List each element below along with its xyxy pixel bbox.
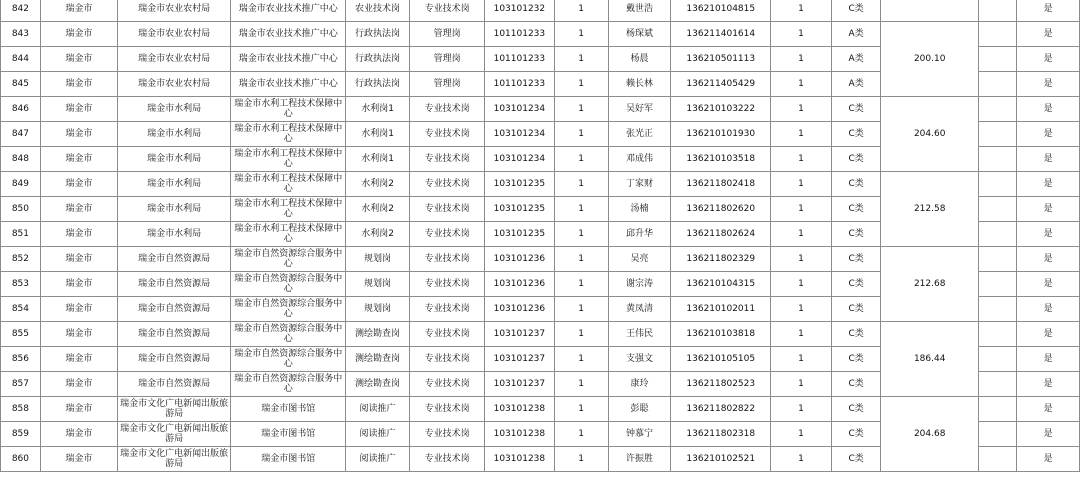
post-name-cell: 规划岗 (345, 247, 409, 272)
post-code-cell: 103101238 (485, 422, 554, 447)
post-type-cell: 专业技术岗 (410, 197, 485, 222)
count-cell: 1 (771, 47, 832, 72)
department-cell: 瑞金市文化广电新闻出版旅游局 (117, 447, 231, 472)
count-cell: 1 (771, 397, 832, 422)
exam-ticket-cell: 136211802329 (671, 247, 771, 272)
city-cell: 瑞金市 (40, 222, 117, 247)
department-cell: 瑞金市文化广电新闻出版旅游局 (117, 397, 231, 422)
exam-ticket-cell: 136210501113 (671, 47, 771, 72)
unit-cell: 瑞金市水利工程技术保障中心 (231, 172, 346, 197)
exam-class-cell: C类 (831, 222, 881, 247)
post-type-cell: 专业技术岗 (410, 347, 485, 372)
post-name-cell: 规划岗 (345, 297, 409, 322)
row-number-cell: 846 (1, 97, 41, 122)
hire-plan-cell: 1 (554, 397, 608, 422)
post-type-cell: 专业技术岗 (410, 272, 485, 297)
unit-cell: 瑞金市农业技术推广中心 (231, 72, 346, 97)
city-cell: 瑞金市 (40, 22, 117, 47)
remark-cell (978, 397, 1016, 422)
exam-class-cell: C类 (831, 297, 881, 322)
unit-cell: 瑞金市自然资源综合服务中心 (231, 372, 346, 397)
post-type-cell: 专业技术岗 (410, 422, 485, 447)
remark-cell (978, 0, 1016, 22)
min-score-cell: 186.44 (881, 322, 978, 397)
department-cell: 瑞金市农业农村局 (117, 47, 231, 72)
exam-class-cell: C类 (831, 397, 881, 422)
row-number-cell: 850 (1, 197, 41, 222)
post-type-cell: 专业技术岗 (410, 0, 485, 22)
candidate-name-cell: 吴好军 (608, 97, 671, 122)
post-type-cell: 管理岗 (410, 22, 485, 47)
post-code-cell: 103101234 (485, 147, 554, 172)
department-cell: 瑞金市水利局 (117, 222, 231, 247)
hire-plan-cell: 1 (554, 122, 608, 147)
city-cell: 瑞金市 (40, 0, 117, 22)
table-row (1, 22, 1080, 47)
row-number-cell: 851 (1, 222, 41, 247)
row-number-cell: 849 (1, 172, 41, 197)
count-cell: 1 (771, 222, 832, 247)
post-code-cell: 103101234 (485, 97, 554, 122)
qualified-cell: 是 (1017, 422, 1080, 447)
table-row (1, 247, 1080, 272)
exam-ticket-cell: 136211802418 (671, 172, 771, 197)
exam-ticket-cell: 136211401614 (671, 22, 771, 47)
unit-cell: 瑞金市图书馆 (231, 422, 346, 447)
unit-cell: 瑞金市水利工程技术保障中心 (231, 122, 346, 147)
candidate-name-cell: 邱升华 (608, 222, 671, 247)
post-code-cell: 101101233 (485, 22, 554, 47)
hire-plan-cell: 1 (554, 347, 608, 372)
post-name-cell: 阅读推广 (345, 397, 409, 422)
department-cell: 瑞金市农业农村局 (117, 72, 231, 97)
exam-class-cell: C类 (831, 147, 881, 172)
post-type-cell: 专业技术岗 (410, 397, 485, 422)
row-number-cell: 845 (1, 72, 41, 97)
remark-cell (978, 422, 1016, 447)
post-type-cell: 专业技术岗 (410, 372, 485, 397)
remark-cell (978, 72, 1016, 97)
hire-plan-cell: 1 (554, 47, 608, 72)
city-cell: 瑞金市 (40, 47, 117, 72)
remark-cell (978, 322, 1016, 347)
post-name-cell: 行政执法岗 (345, 22, 409, 47)
department-cell: 瑞金市文化广电新闻出版旅游局 (117, 422, 231, 447)
candidate-name-cell: 王伟民 (608, 322, 671, 347)
post-type-cell: 专业技术岗 (410, 297, 485, 322)
department-cell: 瑞金市农业农村局 (117, 22, 231, 47)
row-number-cell: 857 (1, 372, 41, 397)
post-type-cell: 专业技术岗 (410, 122, 485, 147)
qualified-cell: 是 (1017, 397, 1080, 422)
row-number-cell: 848 (1, 147, 41, 172)
unit-cell: 瑞金市图书馆 (231, 397, 346, 422)
hire-plan-cell: 1 (554, 322, 608, 347)
exam-ticket-cell: 136211802624 (671, 222, 771, 247)
remark-cell (978, 372, 1016, 397)
candidate-name-cell: 彭聪 (608, 397, 671, 422)
hire-plan-cell: 1 (554, 247, 608, 272)
table-row (1, 97, 1080, 122)
post-name-cell: 水利岗2 (345, 222, 409, 247)
exam-class-cell: A类 (831, 22, 881, 47)
exam-class-cell: C类 (831, 197, 881, 222)
exam-ticket-cell: 136210103222 (671, 97, 771, 122)
post-name-cell: 测绘勘查岗 (345, 372, 409, 397)
city-cell: 瑞金市 (40, 172, 117, 197)
remark-cell (978, 47, 1016, 72)
unit-cell: 瑞金市图书馆 (231, 447, 346, 472)
exam-ticket-cell: 136211802620 (671, 197, 771, 222)
candidate-name-cell: 赖长林 (608, 72, 671, 97)
hire-plan-cell: 1 (554, 97, 608, 122)
post-type-cell: 专业技术岗 (410, 247, 485, 272)
candidate-name-cell: 邓成伟 (608, 147, 671, 172)
count-cell: 1 (771, 322, 832, 347)
hire-plan-cell: 1 (554, 72, 608, 97)
row-number-cell: 852 (1, 247, 41, 272)
city-cell: 瑞金市 (40, 372, 117, 397)
count-cell: 1 (771, 97, 832, 122)
hire-plan-cell: 1 (554, 297, 608, 322)
candidate-name-cell: 谢宗涛 (608, 272, 671, 297)
count-cell: 1 (771, 372, 832, 397)
remark-cell (978, 22, 1016, 47)
post-name-cell: 水利岗2 (345, 197, 409, 222)
hire-plan-cell: 1 (554, 172, 608, 197)
qualified-cell: 是 (1017, 0, 1080, 22)
table-row (1, 322, 1080, 347)
row-number-cell: 855 (1, 322, 41, 347)
row-number-cell: 859 (1, 422, 41, 447)
post-code-cell: 103101237 (485, 347, 554, 372)
exam-ticket-cell: 136210102011 (671, 297, 771, 322)
post-name-cell: 农业技术岗 (345, 0, 409, 22)
hire-plan-cell: 1 (554, 447, 608, 472)
post-code-cell: 103101235 (485, 222, 554, 247)
post-type-cell: 管理岗 (410, 47, 485, 72)
qualified-cell: 是 (1017, 122, 1080, 147)
qualified-cell: 是 (1017, 72, 1080, 97)
post-code-cell: 101101233 (485, 47, 554, 72)
qualified-cell: 是 (1017, 147, 1080, 172)
exam-class-cell: C类 (831, 122, 881, 147)
exam-ticket-cell: 136211405429 (671, 72, 771, 97)
row-number-cell: 860 (1, 447, 41, 472)
hire-plan-cell: 1 (554, 222, 608, 247)
count-cell: 1 (771, 197, 832, 222)
exam-class-cell: C类 (831, 0, 881, 22)
qualified-cell: 是 (1017, 297, 1080, 322)
exam-class-cell: C类 (831, 422, 881, 447)
remark-cell (978, 197, 1016, 222)
row-number-cell: 853 (1, 272, 41, 297)
exam-class-cell: A类 (831, 47, 881, 72)
candidate-name-cell: 杨琛斌 (608, 22, 671, 47)
exam-class-cell: C类 (831, 247, 881, 272)
row-number-cell: 858 (1, 397, 41, 422)
unit-cell: 瑞金市自然资源综合服务中心 (231, 272, 346, 297)
candidate-name-cell: 钟慕宁 (608, 422, 671, 447)
exam-class-cell: C类 (831, 272, 881, 297)
department-cell: 瑞金市自然资源局 (117, 322, 231, 347)
city-cell: 瑞金市 (40, 272, 117, 297)
candidate-name-cell: 黄凤清 (608, 297, 671, 322)
city-cell: 瑞金市 (40, 447, 117, 472)
remark-cell (978, 347, 1016, 372)
post-type-cell: 专业技术岗 (410, 147, 485, 172)
count-cell: 1 (771, 22, 832, 47)
remark-cell (978, 222, 1016, 247)
min-score-cell: 200.10 (881, 22, 978, 97)
city-cell: 瑞金市 (40, 122, 117, 147)
exam-class-cell: C类 (831, 97, 881, 122)
unit-cell: 瑞金市水利工程技术保障中心 (231, 97, 346, 122)
exam-class-cell: C类 (831, 447, 881, 472)
qualified-cell: 是 (1017, 172, 1080, 197)
count-cell: 1 (771, 147, 832, 172)
min-score-cell (881, 0, 978, 22)
candidate-name-cell: 戴世浩 (608, 0, 671, 22)
remark-cell (978, 97, 1016, 122)
exam-ticket-cell: 136210102521 (671, 447, 771, 472)
department-cell: 瑞金市水利局 (117, 147, 231, 172)
qualified-cell: 是 (1017, 222, 1080, 247)
remark-cell (978, 122, 1016, 147)
remark-cell (978, 447, 1016, 472)
department-cell: 瑞金市自然资源局 (117, 297, 231, 322)
hire-plan-cell: 1 (554, 272, 608, 297)
qualified-cell: 是 (1017, 272, 1080, 297)
department-cell: 瑞金市水利局 (117, 172, 231, 197)
candidate-name-cell: 支强文 (608, 347, 671, 372)
post-name-cell: 水利岗1 (345, 97, 409, 122)
post-name-cell: 测绘勘查岗 (345, 322, 409, 347)
table-row (1, 0, 1080, 22)
post-type-cell: 管理岗 (410, 72, 485, 97)
unit-cell: 瑞金市自然资源综合服务中心 (231, 322, 346, 347)
count-cell: 1 (771, 272, 832, 297)
post-name-cell: 规划岗 (345, 272, 409, 297)
unit-cell: 瑞金市水利工程技术保障中心 (231, 197, 346, 222)
post-name-cell: 水利岗1 (345, 122, 409, 147)
exam-ticket-cell: 136211802822 (671, 397, 771, 422)
city-cell: 瑞金市 (40, 197, 117, 222)
row-number-cell: 842 (1, 0, 41, 22)
min-score-cell: 212.58 (881, 172, 978, 247)
hire-plan-cell: 1 (554, 147, 608, 172)
post-name-cell: 测绘勘查岗 (345, 347, 409, 372)
qualified-cell: 是 (1017, 47, 1080, 72)
row-number-cell: 847 (1, 122, 41, 147)
department-cell: 瑞金市水利局 (117, 122, 231, 147)
exam-ticket-cell: 136210104815 (671, 0, 771, 22)
post-type-cell: 专业技术岗 (410, 322, 485, 347)
post-code-cell: 103101237 (485, 322, 554, 347)
post-name-cell: 水利岗2 (345, 172, 409, 197)
qualified-cell: 是 (1017, 247, 1080, 272)
unit-cell: 瑞金市农业技术推广中心 (231, 22, 346, 47)
qualified-cell: 是 (1017, 372, 1080, 397)
min-score-cell: 212.68 (881, 247, 978, 322)
exam-class-cell: C类 (831, 347, 881, 372)
department-cell: 瑞金市自然资源局 (117, 347, 231, 372)
row-number-cell: 844 (1, 47, 41, 72)
post-type-cell: 专业技术岗 (410, 172, 485, 197)
hire-plan-cell: 1 (554, 372, 608, 397)
city-cell: 瑞金市 (40, 247, 117, 272)
post-code-cell: 103101236 (485, 247, 554, 272)
table-row (1, 397, 1080, 422)
city-cell: 瑞金市 (40, 72, 117, 97)
hire-plan-cell: 1 (554, 197, 608, 222)
qualified-cell: 是 (1017, 447, 1080, 472)
row-number-cell: 856 (1, 347, 41, 372)
unit-cell: 瑞金市水利工程技术保障中心 (231, 222, 346, 247)
city-cell: 瑞金市 (40, 322, 117, 347)
department-cell: 瑞金市农业农村局 (117, 0, 231, 22)
remark-cell (978, 297, 1016, 322)
candidate-name-cell: 张光正 (608, 122, 671, 147)
qualified-cell: 是 (1017, 22, 1080, 47)
post-type-cell: 专业技术岗 (410, 222, 485, 247)
remark-cell (978, 172, 1016, 197)
exam-ticket-cell: 136210103518 (671, 147, 771, 172)
min-score-cell: 204.68 (881, 397, 978, 472)
department-cell: 瑞金市水利局 (117, 97, 231, 122)
department-cell: 瑞金市自然资源局 (117, 247, 231, 272)
city-cell: 瑞金市 (40, 422, 117, 447)
remark-cell (978, 272, 1016, 297)
count-cell: 1 (771, 447, 832, 472)
city-cell: 瑞金市 (40, 147, 117, 172)
table-row (1, 172, 1080, 197)
table-body (1, 0, 1080, 472)
exam-ticket-cell: 136210105105 (671, 347, 771, 372)
exam-class-cell: C类 (831, 172, 881, 197)
post-name-cell: 行政执法岗 (345, 47, 409, 72)
candidate-name-cell: 杨晨 (608, 47, 671, 72)
count-cell: 1 (771, 72, 832, 97)
city-cell: 瑞金市 (40, 297, 117, 322)
post-code-cell: 103101236 (485, 272, 554, 297)
candidate-name-cell: 康玲 (608, 372, 671, 397)
post-code-cell: 103101235 (485, 172, 554, 197)
unit-cell: 瑞金市自然资源综合服务中心 (231, 247, 346, 272)
city-cell: 瑞金市 (40, 347, 117, 372)
unit-cell: 瑞金市农业技术推广中心 (231, 0, 346, 22)
post-name-cell: 阅读推广 (345, 447, 409, 472)
post-type-cell: 专业技术岗 (410, 97, 485, 122)
exam-class-cell: A类 (831, 72, 881, 97)
hire-plan-cell: 1 (554, 22, 608, 47)
city-cell: 瑞金市 (40, 97, 117, 122)
hire-plan-cell: 1 (554, 0, 608, 22)
post-name-cell: 阅读推广 (345, 422, 409, 447)
department-cell: 瑞金市自然资源局 (117, 272, 231, 297)
qualified-cell: 是 (1017, 97, 1080, 122)
qualified-cell: 是 (1017, 347, 1080, 372)
row-number-cell: 854 (1, 297, 41, 322)
post-name-cell: 水利岗1 (345, 147, 409, 172)
remark-cell (978, 147, 1016, 172)
count-cell: 1 (771, 422, 832, 447)
count-cell: 1 (771, 172, 832, 197)
post-code-cell: 103101232 (485, 0, 554, 22)
exam-ticket-cell: 136210103818 (671, 322, 771, 347)
count-cell: 1 (771, 0, 832, 22)
post-code-cell: 103101236 (485, 297, 554, 322)
candidate-name-cell: 丁家财 (608, 172, 671, 197)
exam-ticket-cell: 136210101930 (671, 122, 771, 147)
candidate-name-cell: 吴亮 (608, 247, 671, 272)
unit-cell: 瑞金市自然资源综合服务中心 (231, 347, 346, 372)
candidate-name-cell: 汤楠 (608, 197, 671, 222)
post-code-cell: 103101235 (485, 197, 554, 222)
row-number-cell: 843 (1, 22, 41, 47)
hire-plan-cell: 1 (554, 422, 608, 447)
post-code-cell: 101101233 (485, 72, 554, 97)
count-cell: 1 (771, 347, 832, 372)
count-cell: 1 (771, 247, 832, 272)
candidate-name-cell: 许振胜 (608, 447, 671, 472)
qualified-cell: 是 (1017, 197, 1080, 222)
remark-cell (978, 247, 1016, 272)
min-score-cell: 204.60 (881, 97, 978, 172)
exam-class-cell: C类 (831, 322, 881, 347)
post-code-cell: 103101234 (485, 122, 554, 147)
city-cell: 瑞金市 (40, 397, 117, 422)
exam-ticket-cell: 136211802523 (671, 372, 771, 397)
department-cell: 瑞金市自然资源局 (117, 372, 231, 397)
count-cell: 1 (771, 297, 832, 322)
exam-ticket-cell: 136211802318 (671, 422, 771, 447)
exam-class-cell: C类 (831, 372, 881, 397)
unit-cell: 瑞金市自然资源综合服务中心 (231, 297, 346, 322)
post-type-cell: 专业技术岗 (410, 447, 485, 472)
unit-cell: 瑞金市水利工程技术保障中心 (231, 147, 346, 172)
qualified-cell: 是 (1017, 322, 1080, 347)
post-code-cell: 103101238 (485, 397, 554, 422)
exam-ticket-cell: 136210104315 (671, 272, 771, 297)
post-code-cell: 103101238 (485, 447, 554, 472)
department-cell: 瑞金市水利局 (117, 197, 231, 222)
unit-cell: 瑞金市农业技术推广中心 (231, 47, 346, 72)
post-name-cell: 行政执法岗 (345, 72, 409, 97)
post-code-cell: 103101237 (485, 372, 554, 397)
count-cell: 1 (771, 122, 832, 147)
